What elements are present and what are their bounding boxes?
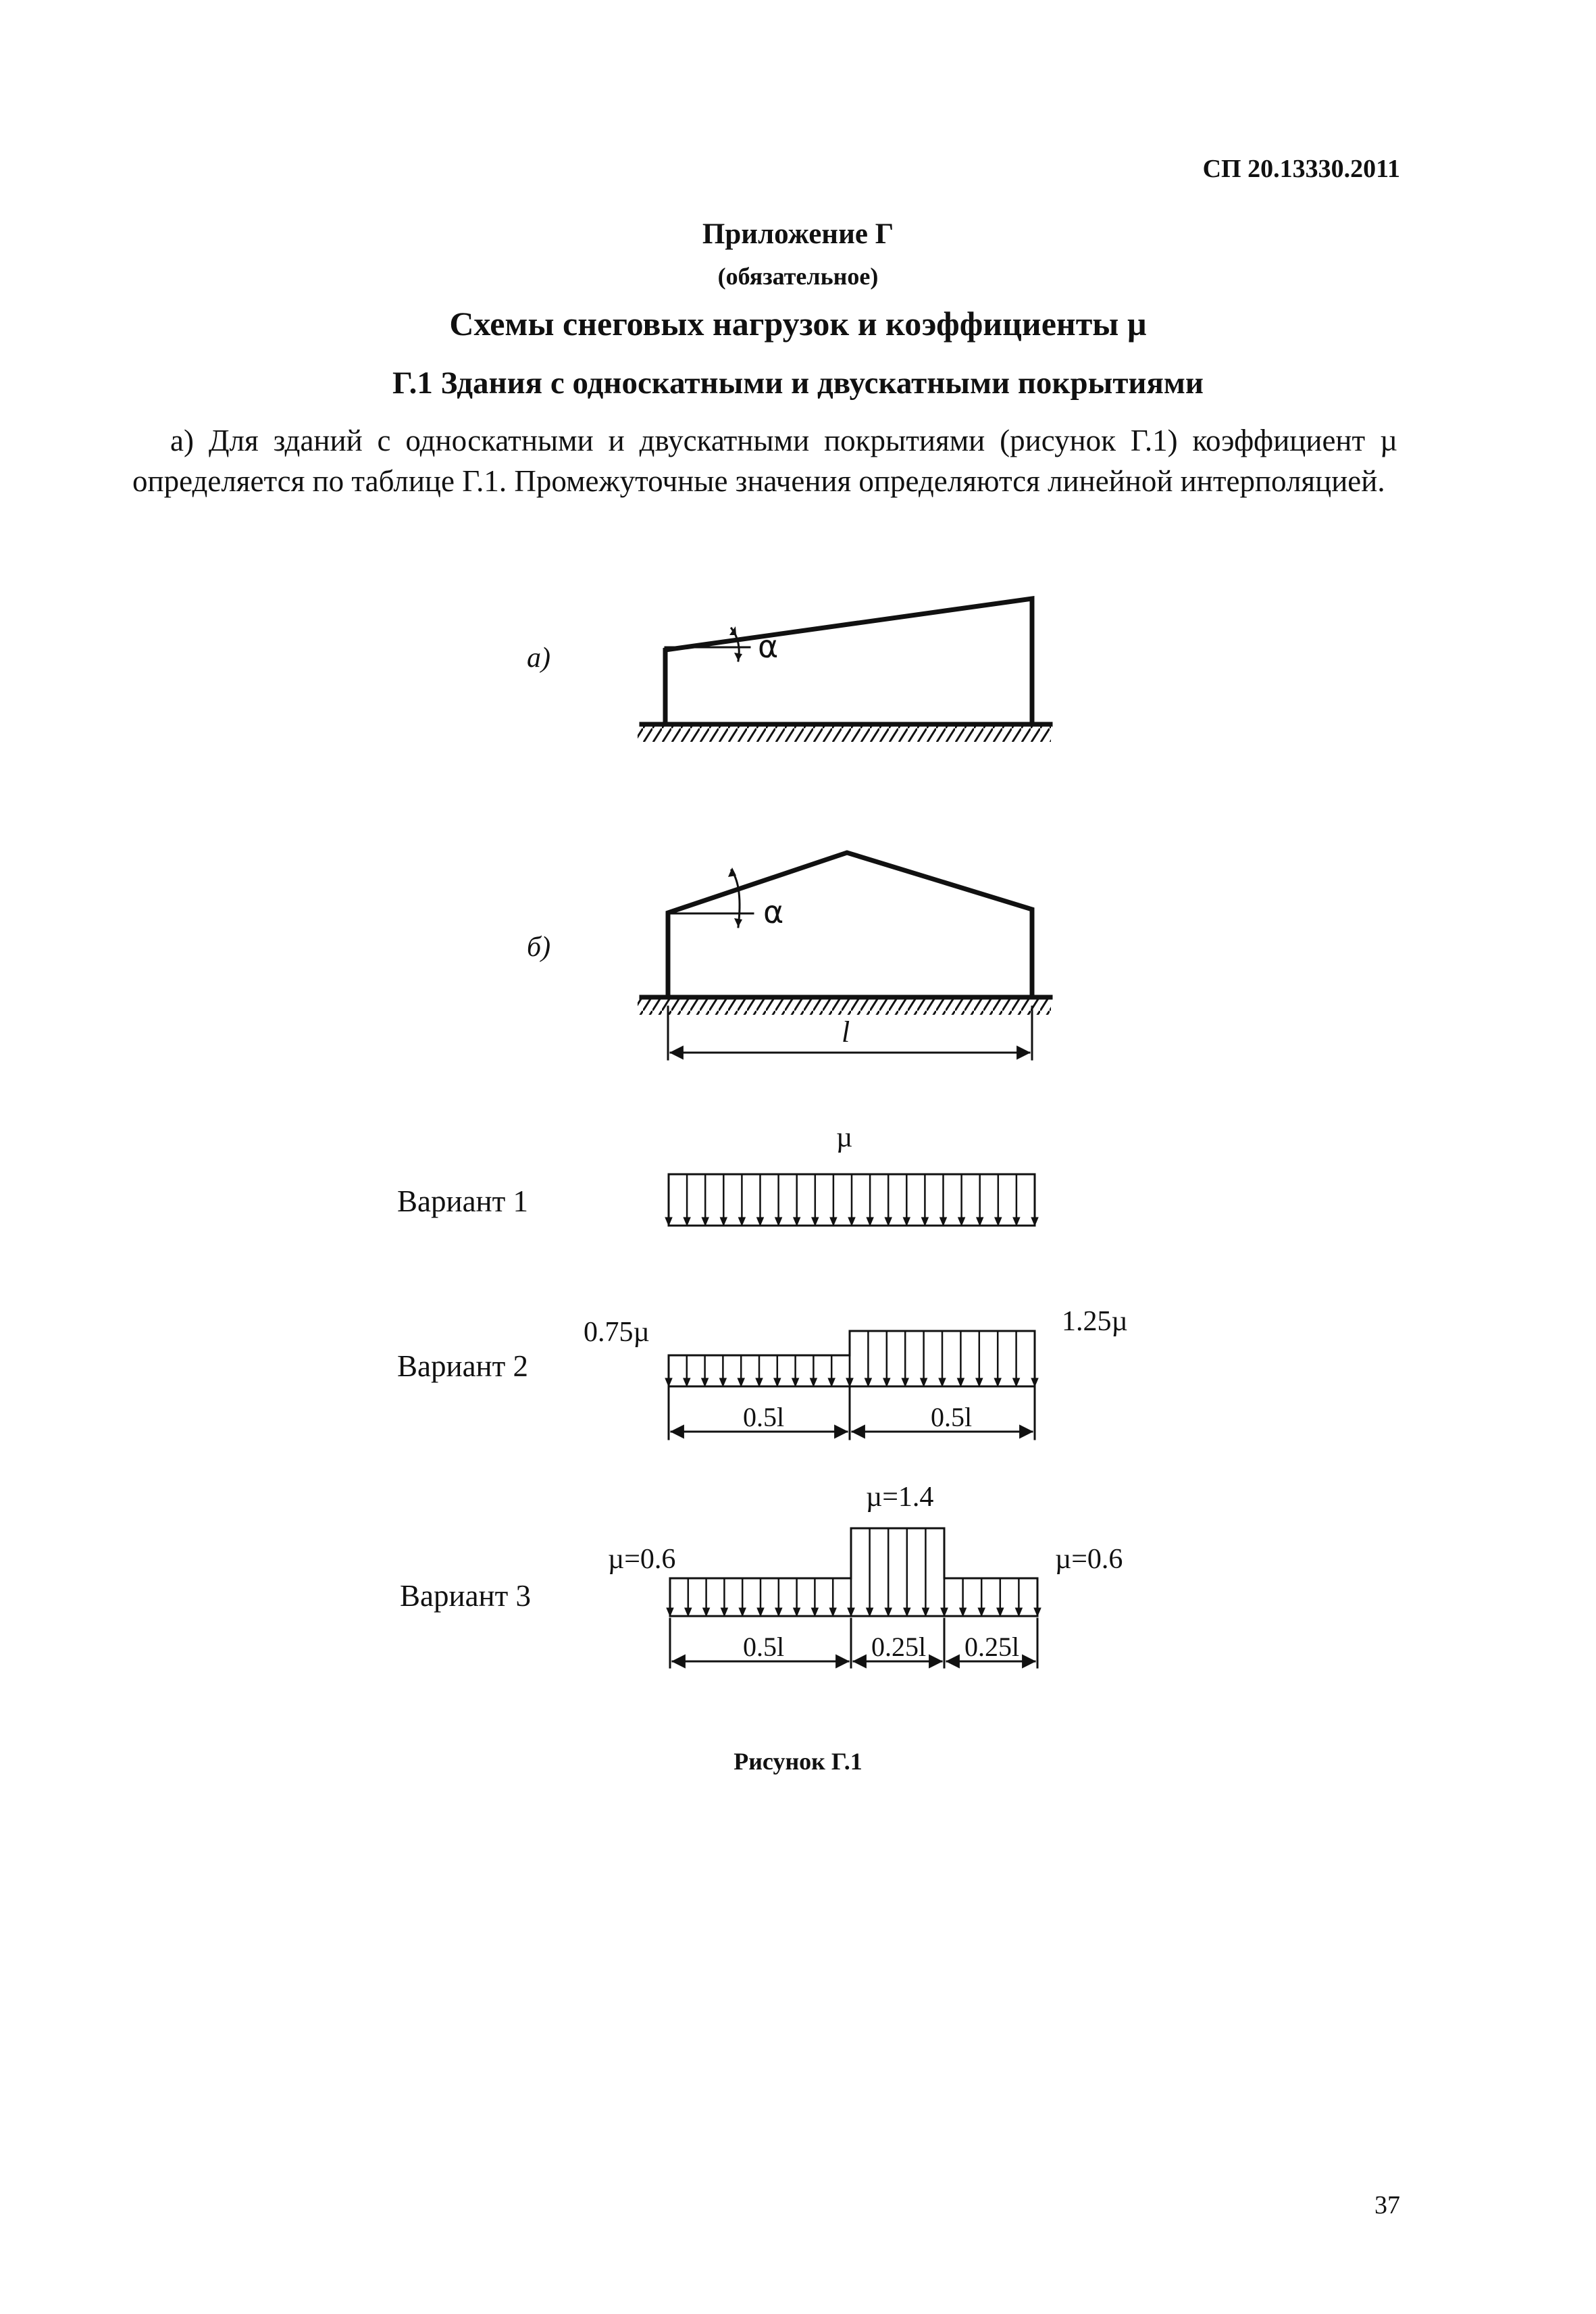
scheme-a-building [638, 599, 1051, 742]
span-label: l [842, 1015, 850, 1049]
variant-3-label: Вариант 3 [400, 1579, 532, 1613]
variant-3-dim-1: 0.5l [743, 1632, 785, 1662]
variant-3-dim-2: 0.25l [871, 1632, 927, 1662]
schemes-title: Схемы снеговых нагрузок и коэффициенты µ [449, 305, 1147, 343]
variant-1-load-value: µ [836, 1122, 853, 1153]
figure-caption: Рисунок Г.1 [733, 1748, 863, 1775]
variant-3-load-left: µ=0.6 [608, 1544, 676, 1575]
scheme-a-label: а) [527, 643, 550, 674]
variant-2-load [665, 1331, 1038, 1386]
variant-2-load-left: 0.75µ [584, 1317, 650, 1348]
appendix-title: Приложение Г [702, 218, 894, 250]
variant-1-load [665, 1174, 1038, 1226]
variant-3-load [667, 1528, 1041, 1616]
variant-2-dims [669, 1386, 1035, 1439]
scheme-b-label: б) [527, 932, 551, 963]
variant-2-load-right: 1.25µ [1062, 1306, 1128, 1337]
variant-2-dim-1: 0.5l [743, 1402, 785, 1432]
page-number: 37 [1374, 2191, 1400, 2219]
variant-3-dim-3: 0.25l [964, 1632, 1020, 1662]
scheme-a-angle-label: α [758, 628, 779, 665]
variant-3-load-right: µ=0.6 [1055, 1544, 1123, 1575]
appendix-note: (обязательное) [717, 263, 879, 290]
variant-2-label: Вариант 2 [397, 1349, 529, 1383]
variant-2-dim-2: 0.5l [931, 1402, 973, 1432]
section-paragraph: а) Для зданий с односкатными и двускатными покрытиями (рисунок Г.1) коэффициент µ определяется по таблице Г.1. Промежуточные значения определяются линейной интерполяцией. [132, 424, 1397, 498]
document-code: СП 20.13330.2011 [1202, 155, 1400, 183]
scheme-b-angle-label: α [763, 894, 784, 930]
variant-1-label: Вариант 1 [397, 1184, 529, 1218]
variant-3-load-middle: µ=1.4 [866, 1482, 934, 1513]
scheme-b-building [638, 853, 1051, 1015]
section-title: Г.1 Здания с односкатными и двускатными покрытиями [392, 366, 1204, 401]
